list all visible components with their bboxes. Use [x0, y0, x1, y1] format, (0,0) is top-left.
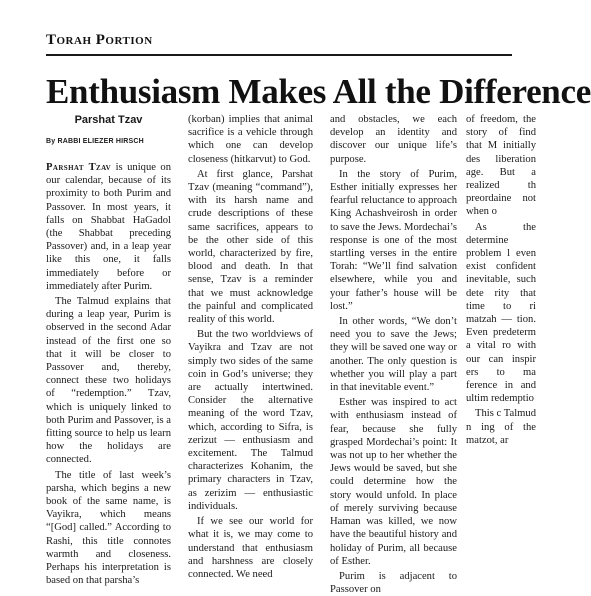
paragraph: of freedom, the story of find that M initially des liberation age. But a realized th preordaine not when o	[466, 114, 536, 218]
subhead: Parshat Tzav	[74, 114, 143, 126]
paragraph: This c Talmud n ing of the matzot, ar	[466, 408, 536, 446]
paragraph: In other words, “We don’t need you to save the Jews; they will be saved one way or another. The only question is whether you will play a part in that inevitable event.”	[330, 316, 457, 394]
paragraph: Purim is adjacent to Passover on	[330, 570, 457, 596]
byline: By RABBI ELIEZER HIRSCH	[46, 138, 144, 145]
paragraph-text: is unique on our calendar, because of its proximity to both Purim and Passover. In most years, it falls on Shabbat HaGadol (the Shabbat preceding Passover) and, in a leap year like this one, it falls immediately before or immediately after Purim.	[46, 162, 171, 292]
paragraph: The title of last week’s parsha, which begins a new book of the same name, is Vayikra, which means “[God] called.” According to Rashi, this title connotes warmth and closeness. Perhaps his interpretation is based on that parsha’s	[46, 469, 171, 587]
headline: Enthusiasm Makes All the Difference	[46, 72, 591, 111]
paragraph: In the story of Purim, Esther initially expresses her fearful reluctance to approach King Achashveirosh in order to save the Jews. Mordechai’s response is one of the most startling verses in the entire Torah: “We’ll find salvation elsewhere, while you and your father’s house will be lost.”	[330, 168, 457, 312]
paragraph: Esther was inspired to act with enthusiasm instead of fear, because she fully grasped Mordechai’s point: It was not up to her whether the Jews would be saved, but she could determine how the story would unfold. In place of merely surviving because Haman was killed, we now have the beautiful history and holiday of Purim, all because of Esther.	[330, 397, 457, 567]
lead-in: Parshat Tzav	[46, 162, 112, 173]
paragraph: At first glance, Parshat Tzav (meaning “command”), with its harsh name and crude descriptions of these same sacrifices, appears to be the other side of this world, characterized by fire, blood and death. In that sense, Tzav is a reminder that we must acknowledge the painful and complicated reality of this world.	[188, 168, 313, 326]
article-column-3	[330, 113, 457, 596]
paragraph: As the determine problem l even exist confident inevitable, such dete rity that time to ri matzah — tion. Even predeterm a vital ro with our can inspir ers to ma ference in and ultim redemptio	[466, 221, 536, 405]
paragraph: If we see our world for what it is, we may come to understand that enthusiasm and harshness are closely connected. We need	[188, 516, 313, 580]
paragraph	[46, 161, 171, 293]
paragraph: and obstacles, we each develop an identity and discover our unique life’s purpose.	[330, 114, 457, 165]
paragraph: The Talmud explains that during a leap year, Purim is observed in the second Adar instead of the first one so that it will be closer to Passover and, thereby, connect these two holidays of “redemption.” Tzav, which is uniquely linked to both Purim and Passover, is a fitting source to help us learn how the holidays are connected.	[46, 296, 171, 466]
section-rule	[46, 54, 512, 56]
paragraph: (korban) implies that animal sacrifice is a vehicle through which one can develop closeness (hitkarvut) to God.	[188, 114, 313, 165]
section-label: Torah Portion	[46, 32, 153, 48]
article-column-4	[466, 113, 536, 512]
paragraph: But the two worldviews of Vayikra and Tzav are not simply two sides of the same coin in God’s universe; they are actually intertwined. Consider the alternative meaning of the word Tzav, which, according to Sifra, is zerizut — enthusiasm and excitement. The Talmud characterizes Kohanim, the primary characters in Tzav, as zerizim — enthusiastic individuals.	[188, 329, 313, 512]
article-column-1	[46, 113, 171, 587]
article-column-2	[188, 113, 313, 580]
